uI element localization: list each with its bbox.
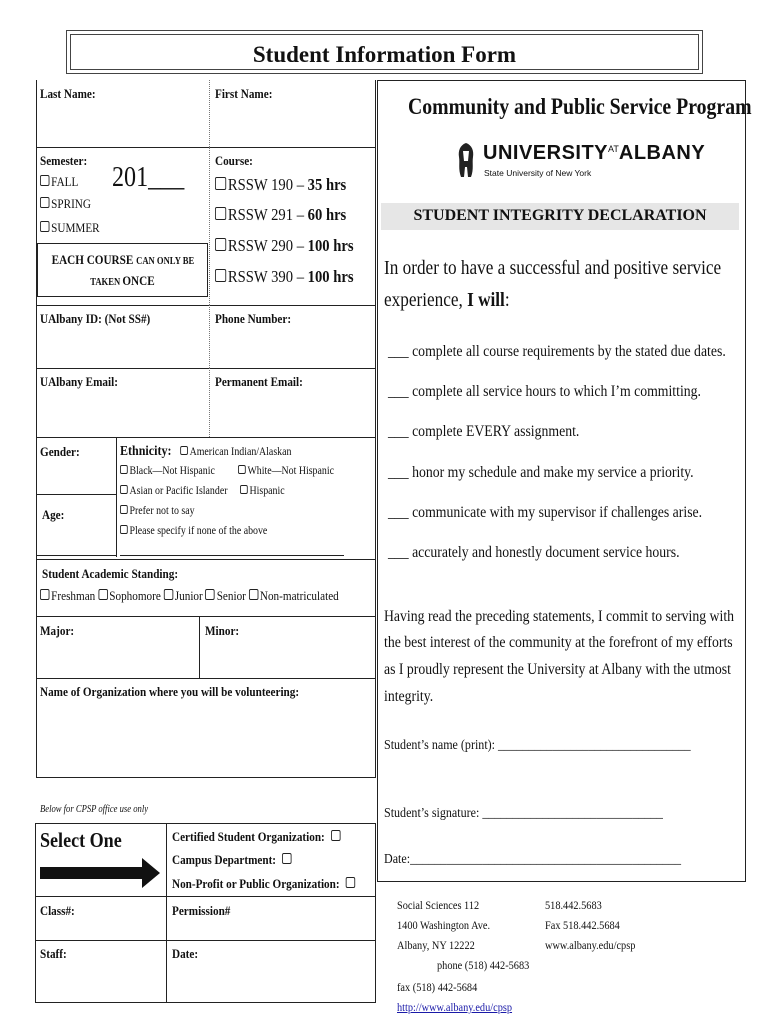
course-once-note-line1: EACH COURSE CAN ONLY BE [51, 252, 194, 267]
column-divider [166, 823, 167, 1003]
semester-option-fall[interactable]: FALL [40, 174, 78, 190]
row-divider [35, 896, 376, 897]
ethnicity-option-hispanic[interactable]: Hispanic [240, 485, 285, 497]
last-name-field[interactable] [37, 102, 207, 146]
statement-5: ___ communicate with my supervisor if challenges arise. [388, 504, 703, 521]
course-once-note-line2: TAKEN ONCE [90, 273, 155, 288]
ualbany-email-field[interactable] [37, 392, 207, 434]
organization-label: Name of Organization where you will be volunteering: [40, 684, 300, 699]
row-divider [36, 616, 376, 617]
class-label: Class#: [40, 903, 75, 918]
standing-option-non-matriculated[interactable]: Non-matriculated [249, 588, 339, 603]
org-type-certified[interactable]: Certified Student Organization: [172, 829, 342, 845]
organization-field[interactable] [37, 702, 375, 774]
contact-fax-2: fax (518) 442-5684 [397, 980, 478, 994]
program-title: Community and Public Service Program [408, 94, 752, 119]
phone-label: Phone Number: [215, 311, 292, 326]
ualbany-id-label: UAlbany ID: (Not SS#) [40, 311, 151, 326]
major-field[interactable] [37, 640, 197, 676]
declaration-title: STUDENT INTEGRITY DECLARATION [413, 207, 707, 224]
minor-label: Minor: [205, 623, 240, 638]
row-divider [36, 368, 376, 369]
checkbox-icon [120, 505, 128, 514]
ethnicity-option-white[interactable]: White—Not Hispanic [238, 465, 334, 477]
checkbox-icon [120, 465, 128, 474]
contact-website: www.albany.edu/cpsp [545, 938, 636, 952]
age-label: Age: [42, 507, 65, 522]
statement-6: ___ accurately and honestly document service hours. [388, 544, 680, 561]
checkbox-icon [40, 197, 49, 208]
commitment-line-3: as I proudly represent the University at Albany with the utmost [384, 661, 731, 678]
contact-address-2: 1400 Washington Ave. [397, 918, 491, 932]
semester-label: Semester: [40, 153, 88, 168]
contact-url-link[interactable]: http://www.albany.edu/cpsp [397, 1000, 513, 1014]
semester-option-summer[interactable]: SUMMER [40, 220, 100, 236]
checkbox-icon [282, 853, 291, 864]
ethnicity-option-asian[interactable]: Asian or Pacific Islander [120, 485, 228, 497]
statement-1: ___ complete all course requirements by the stated due dates. [388, 343, 726, 360]
checkbox-icon [238, 465, 246, 474]
course-label: Course: [215, 153, 253, 168]
date-label: Date: [172, 946, 199, 961]
university-seal-icon [455, 141, 477, 179]
last-name-label: Last Name: [40, 86, 96, 101]
checkbox-icon [215, 269, 226, 282]
ethnicity-specify-line[interactable] [120, 555, 344, 556]
checkbox-icon [40, 221, 49, 232]
contact-fax: Fax 518.442.5684 [545, 918, 620, 932]
student-signature-field[interactable]: Student’s signature: ______________________________ [384, 806, 663, 821]
standing-option-sophomore[interactable]: Sophomore [98, 588, 161, 603]
staff-label: Staff: [40, 946, 67, 961]
permanent-email-field[interactable] [211, 392, 375, 434]
permanent-email-label: Permanent Email: [215, 374, 303, 389]
declaration-intro-1: In order to have a successful and positive service [384, 257, 722, 279]
row-divider [36, 678, 376, 679]
checkbox-icon [331, 830, 340, 841]
course-option-291[interactable]: RSSW 291 – 60 hrs [215, 205, 346, 225]
standing-option-junior[interactable]: Junior [164, 588, 203, 603]
first-name-field[interactable] [211, 102, 375, 146]
gender-label: Gender: [40, 444, 80, 459]
row-divider [35, 940, 376, 941]
contact-phone: 518.442.5683 [545, 898, 602, 912]
row-divider [36, 147, 376, 148]
checkbox-icon [40, 175, 49, 186]
standing-option-senior[interactable]: Senior [206, 588, 246, 603]
contact-address-1: Social Sciences 112 [397, 898, 480, 912]
checkbox-icon [98, 589, 107, 600]
arrow-right-icon [38, 856, 162, 890]
commitment-line-1: Having read the preceding statements, I commit to serving with [384, 608, 735, 625]
checkbox-icon [215, 238, 226, 251]
semester-year-field[interactable]: 201___ [112, 162, 185, 193]
ethnicity-option-other[interactable]: Please specify if none of the above [120, 525, 267, 537]
course-option-290[interactable]: RSSW 290 – 100 hrs [215, 236, 354, 256]
checkbox-icon [215, 207, 226, 220]
course-option-190[interactable]: RSSW 190 – 35 hrs [215, 175, 346, 195]
checkbox-icon [215, 177, 226, 190]
ethnicity-option-black[interactable]: Black—Not Hispanic [120, 465, 215, 477]
date-field[interactable]: Date:_____________________________________________ [384, 852, 681, 867]
university-logo-subtitle: State University of New York [484, 168, 592, 178]
standing-label: Student Academic Standing: [42, 566, 179, 581]
row-divider [36, 305, 376, 306]
ualbany-id-field[interactable] [37, 328, 207, 366]
checkbox-icon [120, 525, 128, 534]
checkbox-icon [206, 589, 215, 600]
checkbox-icon [240, 485, 248, 494]
phone-field[interactable] [211, 328, 375, 366]
checkbox-icon [249, 589, 258, 600]
checkbox-icon [120, 485, 128, 494]
org-type-campus[interactable]: Campus Department: [172, 852, 293, 868]
permission-label: Permission# [172, 903, 231, 918]
column-divider [209, 80, 210, 147]
row-divider [36, 437, 376, 438]
contact-phone-center: phone (518) 442-5683 [437, 958, 530, 972]
declaration-intro-2: experience, I will: [384, 289, 510, 311]
contact-address-3: Albany, NY 12222 [397, 938, 475, 952]
column-divider [209, 368, 210, 437]
form-title: Student Information Form [252, 42, 517, 67]
checkbox-icon [346, 877, 355, 888]
statement-3: ___ complete EVERY assignment. [388, 423, 580, 440]
ethnicity-option-american-indian[interactable]: American Indian/Alaskan [175, 446, 292, 458]
ualbany-email-label: UAlbany Email: [40, 374, 118, 389]
row-divider [36, 559, 376, 560]
age-field[interactable] [70, 504, 114, 544]
select-one-label: Select One [40, 828, 122, 852]
major-label: Major: [40, 623, 75, 638]
org-type-nonprofit[interactable]: Non-Profit or Public Organization: [172, 876, 357, 892]
standing-option-freshman[interactable]: Freshman [40, 588, 95, 603]
ethnicity-option-prefer-not[interactable]: Prefer not to say [120, 505, 195, 517]
column-divider [199, 616, 200, 678]
commitment-line-4: integrity. [384, 688, 434, 705]
first-name-label: First Name: [215, 86, 273, 101]
minor-field[interactable] [201, 640, 375, 676]
checkbox-icon [40, 589, 49, 600]
gender-field[interactable] [37, 460, 113, 490]
checkbox-icon [180, 446, 188, 455]
course-option-390[interactable]: RSSW 390 – 100 hrs [215, 267, 354, 287]
student-name-print-field[interactable]: Student’s name (print): ________________________________ [384, 738, 691, 753]
standing-options [40, 588, 339, 604]
statement-4: ___ honor my schedule and make my service a priority. [388, 464, 694, 481]
commitment-line-2: the best interest of the community at the forefront of my efforts [384, 634, 733, 651]
ethnicity-label-row: Ethnicity: American Indian/Alaskan [120, 444, 292, 459]
column-divider [209, 147, 210, 305]
office-use-note: Below for CPSP office use only [40, 804, 149, 815]
row-divider [36, 777, 376, 778]
university-logo-wordmark: $UNIVERSITY^{AT}ALBANY$ [483, 142, 706, 164]
statement-2: ___ complete all service hours to which I’m committing. [388, 383, 701, 400]
semester-option-spring[interactable]: SPRING [40, 196, 91, 212]
checkbox-icon [164, 589, 173, 600]
column-divider [209, 305, 210, 368]
